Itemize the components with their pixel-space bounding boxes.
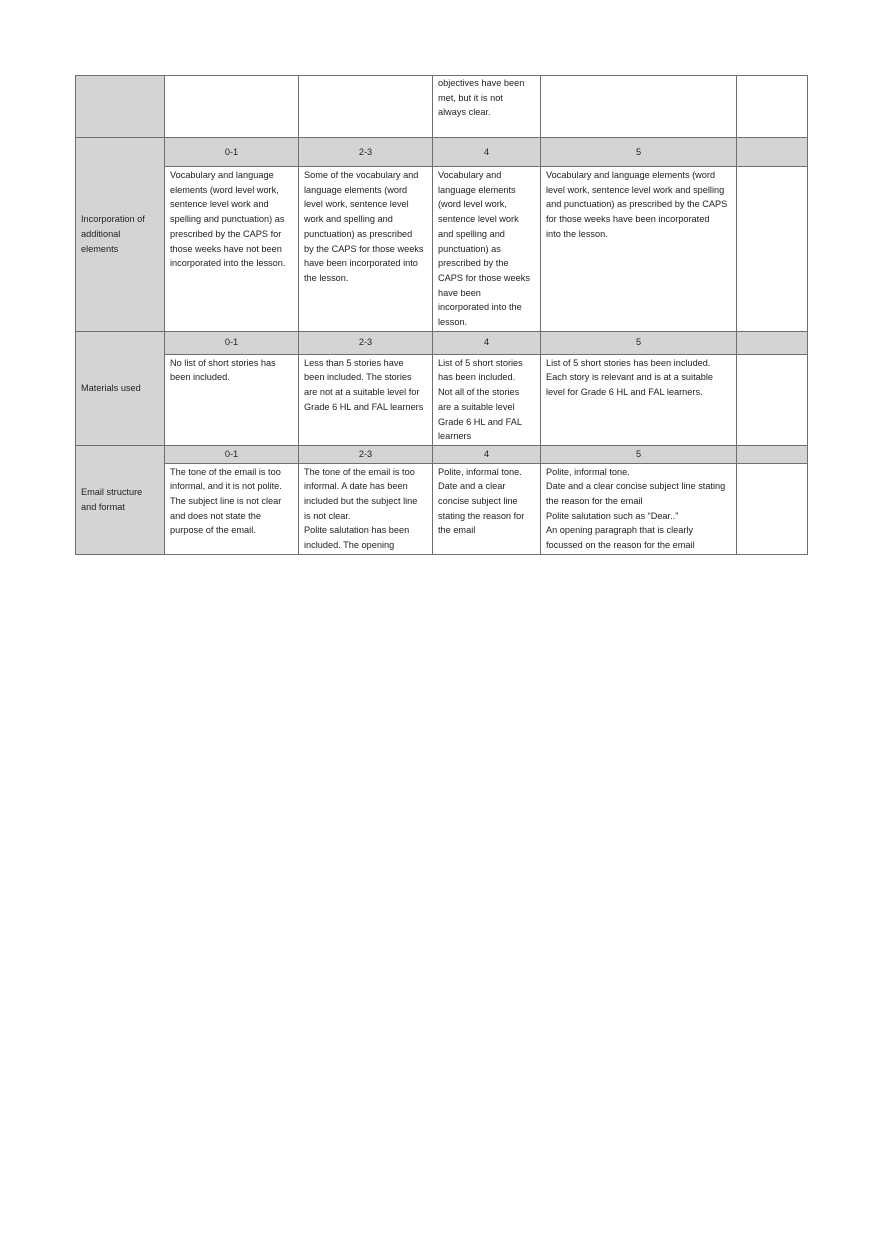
descriptor-line: are a suitable level — [438, 401, 515, 412]
score-band-label — [737, 138, 808, 167]
score-band-label: 5 — [541, 445, 737, 463]
descriptor-line: Date and a clear — [438, 481, 506, 492]
descriptor-line: level work, sentence level — [304, 199, 409, 210]
criterion-label-line: elements — [81, 243, 119, 254]
descriptor-line: Some of the vocabulary and — [304, 170, 419, 180]
descriptor-line: work and spelling and — [304, 214, 393, 225]
descriptor-cell — [541, 167, 737, 332]
descriptor-line: CAPS for those weeks — [438, 272, 530, 283]
descriptor-cell — [433, 76, 541, 138]
mark-cell — [737, 167, 808, 332]
descriptor-cell — [165, 463, 299, 554]
score-band-label: 4 — [433, 138, 541, 167]
descriptor-cell — [165, 354, 299, 445]
descriptor-line: List of 5 short stories — [438, 357, 523, 368]
descriptor-line: purpose of the email. — [170, 525, 256, 536]
descriptor-line: are not at a suitable level for — [304, 387, 420, 398]
descriptor-line: List of 5 short stories has been included. — [546, 357, 711, 368]
descriptor-cell — [433, 463, 541, 554]
descriptor-line: has been included. — [438, 372, 516, 383]
descriptor-cell — [433, 167, 541, 332]
descriptor-line: language elements (word — [304, 184, 408, 195]
rubric-table — [75, 75, 808, 555]
descriptor-cell — [433, 354, 541, 445]
descriptor-line: included but the subject line — [304, 496, 418, 507]
score-header-row — [76, 331, 808, 354]
descriptor-line: stating the reason for — [438, 510, 525, 521]
descriptor-cell — [541, 76, 737, 138]
descriptor-line: those weeks have not been — [170, 243, 282, 254]
descriptor-line: met, but it is not — [438, 92, 503, 103]
descriptor-cell — [165, 167, 299, 332]
descriptor-line: and punctuation) as prescribed by the CAPS — [546, 199, 728, 210]
score-band-label: 2-3 — [299, 138, 433, 167]
descriptor-line: concise subject line — [438, 496, 518, 507]
descriptor-line: focussed on the reason for the email — [546, 540, 695, 551]
score-band-label: 0-1 — [165, 138, 299, 167]
criterion-label-cell — [76, 138, 165, 332]
descriptor-line: for those weeks have been incorporated — [546, 214, 710, 225]
score-band-label: 5 — [541, 138, 737, 167]
descriptor-line: the lesson. — [304, 272, 349, 283]
descriptor-row — [76, 354, 808, 445]
score-band-label: 0-1 — [165, 445, 299, 463]
descriptor-line: Each story is relevant and is at a suitable — [546, 372, 713, 383]
descriptor-cell — [541, 354, 737, 445]
descriptor-line: been included. — [170, 372, 230, 383]
criterion-label-line: additional — [81, 229, 121, 240]
descriptor-line: Polite, informal tone. — [438, 466, 522, 477]
descriptor-line: Vocabulary and language — [170, 170, 274, 180]
descriptor-line: into the lesson. — [546, 228, 608, 239]
descriptor-line: and spelling and — [438, 228, 505, 239]
descriptor-line: objectives have been — [438, 78, 525, 88]
score-band-label — [737, 445, 808, 463]
descriptor-line: by the CAPS for those weeks — [304, 243, 424, 254]
score-band-label: 2-3 — [299, 445, 433, 463]
descriptor-cell — [299, 167, 433, 332]
descriptor-line: informal. A date has been — [304, 481, 408, 492]
descriptor-line: have been incorporated into — [304, 258, 418, 269]
descriptor-line: included. The opening — [304, 540, 395, 551]
descriptor-cell — [299, 463, 433, 554]
descriptor-cell — [165, 76, 299, 138]
continuation-row — [76, 76, 808, 138]
descriptor-line: Not all of the stories — [438, 387, 520, 398]
descriptor-line: Grade 6 HL and FAL — [438, 416, 522, 427]
descriptor-line: prescribed by the CAPS for — [170, 228, 282, 239]
score-band-label: 2-3 — [299, 331, 433, 354]
descriptor-line: No list of short stories has — [170, 357, 276, 368]
descriptor-line: learners — [438, 431, 472, 442]
descriptor-line: and does not state the — [170, 510, 261, 521]
descriptor-line: Vocabulary and language elements (word — [546, 170, 716, 180]
descriptor-line: punctuation) as prescribed — [304, 228, 413, 239]
descriptor-line: prescribed by the — [438, 258, 509, 269]
mark-cell — [737, 354, 808, 445]
descriptor-line: the email — [438, 525, 476, 536]
score-header-row — [76, 445, 808, 463]
descriptor-line: been included. The stories — [304, 372, 412, 383]
descriptor-cell — [299, 76, 433, 138]
descriptor-cell — [299, 354, 433, 445]
descriptor-line: Date and a clear concise subject line stating — [546, 481, 726, 492]
descriptor-line: An opening paragraph that is clearly — [546, 525, 694, 536]
score-band-label: 5 — [541, 331, 737, 354]
descriptor-cell — [541, 463, 737, 554]
descriptor-line: informal, and it is not polite. — [170, 481, 282, 492]
descriptor-line: punctuation) as — [438, 243, 501, 254]
descriptor-line: sentence level work and — [170, 199, 269, 210]
descriptor-line: the reason for the email — [546, 496, 643, 507]
criterion-label-line: Incorporation of — [81, 214, 145, 225]
descriptor-line: The tone of the email is too — [170, 466, 281, 477]
descriptor-line: elements (word level work, — [170, 184, 279, 195]
score-band-label: 4 — [433, 445, 541, 463]
descriptor-line: (word level work, — [438, 199, 507, 210]
descriptor-line: level for Grade 6 HL and FAL learners. — [546, 387, 703, 398]
descriptor-line: The tone of the email is too — [304, 466, 415, 477]
criterion-label-cell — [76, 445, 165, 554]
mark-cell — [737, 463, 808, 554]
descriptor-line: have been — [438, 287, 481, 298]
score-header-row — [76, 138, 808, 167]
descriptor-line: lesson. — [438, 317, 468, 328]
descriptor-row — [76, 463, 808, 554]
criterion-label-line: Email structure — [81, 487, 143, 498]
descriptor-line: is not clear. — [304, 510, 351, 521]
descriptor-line: Less than 5 stories have — [304, 357, 404, 368]
score-band-label: 4 — [433, 331, 541, 354]
descriptor-line: language elements — [438, 184, 516, 195]
criterion-label-line: and format — [81, 501, 125, 512]
score-band-label — [737, 331, 808, 354]
criterion-label-cell — [76, 331, 165, 445]
criterion-label-line: Materials used — [81, 382, 141, 393]
descriptor-line: Vocabulary and — [438, 170, 502, 180]
descriptor-line: Grade 6 HL and FAL learners — [304, 401, 424, 412]
mark-cell — [737, 76, 808, 138]
criterion-cell-empty — [76, 76, 165, 138]
descriptor-line: spelling and punctuation) as — [170, 214, 285, 225]
descriptor-line: incorporated into the — [438, 302, 522, 313]
descriptor-line: incorporated into the lesson. — [170, 258, 286, 269]
descriptor-row — [76, 167, 808, 332]
descriptor-line: Polite salutation such as “Dear..” — [546, 510, 679, 521]
descriptor-line: sentence level work — [438, 214, 519, 225]
descriptor-line: Polite salutation has been — [304, 525, 410, 536]
descriptor-line: always clear. — [438, 107, 491, 118]
descriptor-line: Polite, informal tone. — [546, 466, 630, 477]
descriptor-line: level work, sentence level work and spelling — [546, 184, 725, 195]
descriptor-line: The subject line is not clear — [170, 496, 282, 507]
score-band-label: 0-1 — [165, 331, 299, 354]
